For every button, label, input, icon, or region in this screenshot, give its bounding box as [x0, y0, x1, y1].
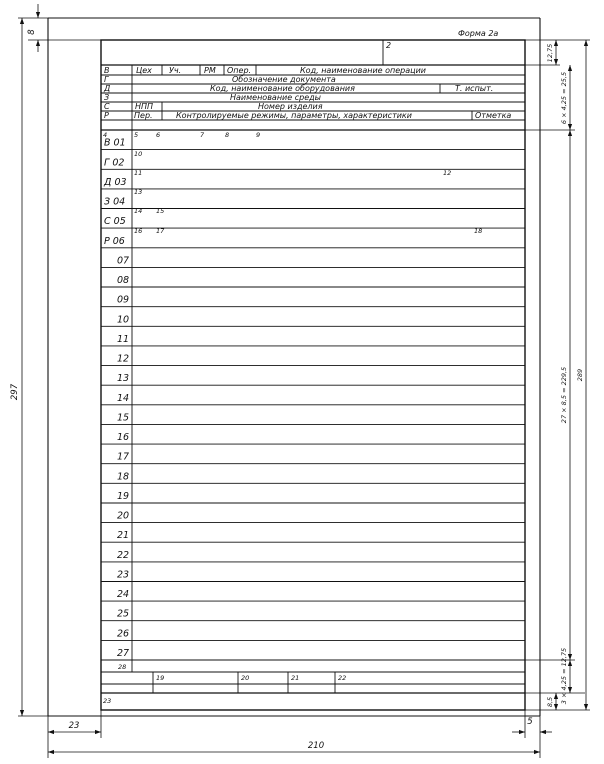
field-number-15: 15 [156, 207, 165, 215]
row-letter-s: С [104, 102, 110, 111]
row-label: 19 [117, 491, 130, 502]
row-label: 12 [117, 353, 130, 365]
row-label: 13 [117, 373, 130, 385]
label-workplace: РМ [204, 66, 216, 75]
label-test-time: Т. испыт. [455, 84, 494, 93]
row-label: 24 [117, 589, 130, 601]
dim-289: 289 [576, 368, 584, 382]
row-lines [101, 150, 525, 641]
row-label: Г 02 [104, 157, 125, 169]
field-number-2: 2 [386, 41, 392, 50]
row-label: 16 [117, 432, 130, 444]
field-number-6: 6 [156, 131, 161, 139]
dim-5: 5 [527, 717, 533, 727]
field-number-11: 11 [134, 169, 143, 177]
dim-12-75: 12,75 [546, 43, 554, 63]
field-number-14: 14 [134, 207, 143, 215]
row-letter-g: Г [104, 75, 109, 84]
label-operation: Опер. [227, 66, 252, 75]
field-number-5: 5 [134, 131, 139, 139]
row-label: 22 [117, 549, 130, 561]
label-workshop: Цех [136, 66, 152, 75]
row-label: 07 [117, 255, 130, 267]
row-labels [103, 138, 129, 659]
label-medium-name: Наименование среды [230, 93, 321, 102]
field-number-23: 23 [103, 697, 112, 705]
row-label: С 05 [104, 216, 126, 228]
row-letter-v: В [104, 66, 110, 75]
field-number-17: 17 [156, 227, 165, 235]
field-number-7: 7 [200, 131, 205, 139]
field-number-16: 16 [134, 227, 143, 235]
row-label: 09 [117, 294, 130, 306]
row-letter-z: З [104, 93, 110, 102]
field-number-13: 13 [134, 188, 143, 196]
field-number-12: 12 [443, 169, 452, 177]
row-label: 11 [117, 333, 130, 345]
label-document-designation: Обозначение документа [232, 75, 336, 84]
row-label: 25 [117, 608, 130, 620]
dim-8: 8 [27, 29, 37, 35]
dim-210: 210 [307, 741, 325, 751]
row-label: 08 [117, 275, 130, 286]
row-label: Р 06 [104, 235, 125, 247]
field-number-18: 18 [474, 227, 483, 235]
field-number-20: 20 [241, 674, 250, 682]
field-number-22: 22 [338, 674, 347, 682]
row-label: 17 [117, 451, 130, 463]
dim-3x4-25: 3 × 4,25 = 12,75 [560, 647, 568, 705]
row-label: 26 [117, 628, 130, 640]
field-number-28: 28 [118, 663, 127, 671]
row-letter-r: Р [104, 111, 109, 120]
form-title: Форма 2а [458, 29, 499, 38]
label-mark: Отметка [475, 111, 512, 120]
dim-23: 23 [68, 721, 80, 731]
row-label: 18 [117, 471, 130, 483]
row-label: 14 [117, 392, 130, 404]
dim-297: 297 [10, 383, 20, 401]
label-product-number: Номер изделия [258, 102, 323, 111]
field-number-19: 19 [156, 674, 165, 682]
dim-27x8-5: 27 × 8,5 = 229,5 [560, 366, 568, 424]
label-equipment-code-name: Код, наименование оборудования [210, 84, 355, 93]
field-number-10: 10 [134, 150, 143, 158]
row-label: 21 [117, 530, 130, 542]
label-npp: НПП [135, 102, 154, 111]
field-number-8: 8 [225, 131, 230, 139]
dimension-labels [10, 29, 584, 751]
row-label: 20 [117, 510, 130, 522]
label-operation-code-name: Код, наименование операции [300, 66, 426, 75]
column-field-numbers [103, 131, 482, 235]
row-label: 15 [117, 412, 130, 424]
row-label: В 01 [104, 137, 126, 149]
dim-8-5: 8,5 [546, 696, 554, 708]
row-label: 27 [117, 648, 130, 659]
dim-6x4-25: 6 × 4,25 = 25,5 [560, 71, 568, 125]
row-label: З 04 [104, 196, 126, 208]
row-letter-d: Д [104, 84, 111, 93]
label-section: Уч. [169, 66, 182, 75]
row-label: Д 03 [104, 176, 127, 188]
field-number-9: 9 [256, 131, 261, 139]
field-number-4: 4 [103, 131, 108, 139]
row-label: 23 [117, 569, 130, 581]
row-label: 10 [117, 314, 130, 326]
label-controlled-parameters: Контролируемые режимы, параметры, характеристики [176, 111, 412, 120]
label-transition: Пер. [134, 111, 153, 120]
field-number-21: 21 [291, 674, 300, 682]
main-frame [101, 40, 525, 710]
